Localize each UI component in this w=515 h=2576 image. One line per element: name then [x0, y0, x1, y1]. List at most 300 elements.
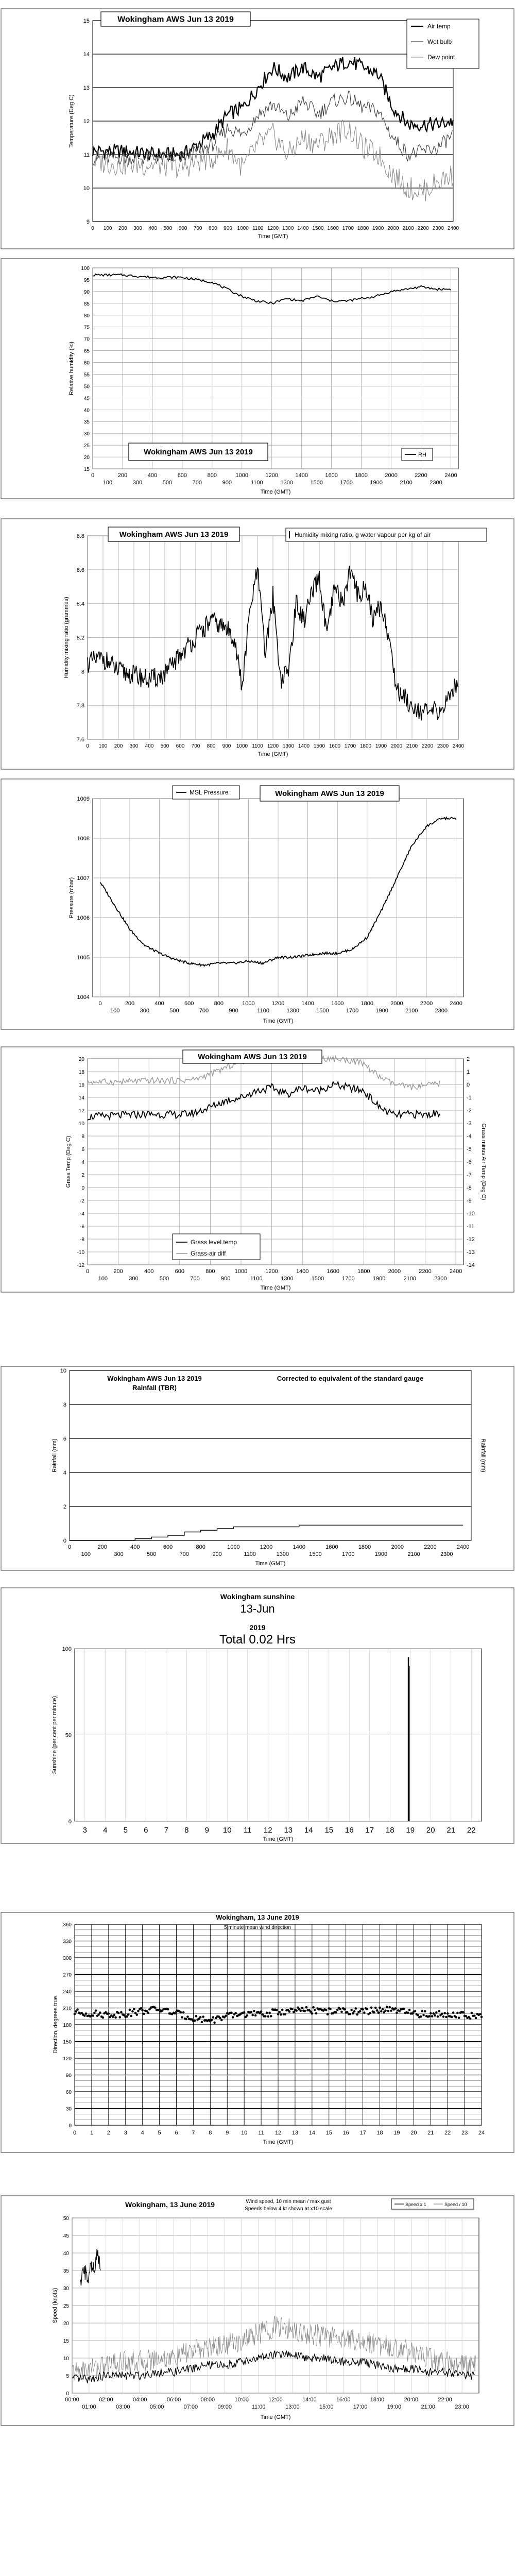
wdir-point [356, 2013, 358, 2016]
wdir-point [455, 2016, 457, 2019]
wdir-point [276, 2009, 278, 2011]
wdir-point [445, 2016, 448, 2019]
sun-x-tick-label: 20 [426, 1826, 435, 1835]
wdir-point [437, 2015, 439, 2018]
wspd-y-tick-label: 45 [63, 2233, 69, 2239]
wdir-point [83, 2014, 86, 2017]
grass-x-tick-label: 1200 [265, 1268, 278, 1275]
rh-x-tick-label: 1100 [250, 480, 263, 486]
rain-y-tick-label: 10 [60, 1368, 66, 1374]
wdir-x-tick-label: 6 [175, 2130, 178, 2136]
wdir-point [456, 2012, 459, 2014]
mix-x-tick-label: 600 [176, 743, 185, 749]
grass-y-tick-label: -12 [77, 1263, 84, 1268]
temperature-chart [0, 8, 515, 250]
pres-x-tick-label: 2300 [435, 1008, 448, 1014]
wdir-point [75, 2010, 77, 2013]
wdir-point [301, 2007, 303, 2009]
wdir-point [473, 2014, 476, 2017]
wdir-point [199, 2016, 202, 2019]
wdir-point [329, 2008, 332, 2010]
pres-y-tick-label: 1009 [77, 796, 90, 802]
rh-title: Wokingham AWS Jun 13 2019 [144, 448, 253, 456]
rain-x-tick-label: 800 [196, 1544, 205, 1550]
wdir-point [447, 2012, 449, 2015]
wdir-x-tick-label: 21 [427, 2130, 434, 2136]
rh-y-tick-label: 45 [83, 396, 90, 402]
wdir-point [373, 2011, 375, 2014]
wspd-x-tick-label: 07:00 [183, 2404, 198, 2410]
temp-x-tick-label: 1000 [237, 226, 249, 231]
wdir-point [430, 2012, 432, 2015]
grass-y-right-tick-label: -8 [467, 1185, 472, 1191]
pres-x-tick-label: 500 [169, 1008, 179, 1014]
grass-y-tick-label: -8 [80, 1237, 84, 1243]
grass-y-right-tick-label: -10 [467, 1211, 475, 1217]
wdir-point [95, 2009, 97, 2012]
sun-x-tick-label: 8 [184, 1826, 189, 1835]
sun-title: Wokingham sunshine [220, 1592, 295, 1601]
wdir-point [212, 2016, 215, 2019]
grass-x-tick-label: 1100 [250, 1276, 263, 1282]
grass-y-right-tick-label: -1 [467, 1095, 472, 1101]
wspd-y-tick-label: 25 [63, 2303, 69, 2309]
wdir-point [137, 2010, 140, 2012]
temp-x-tick-label: 700 [193, 226, 202, 231]
rh-x-tick-label: 200 [117, 472, 128, 479]
rain-x-tick-label: 2200 [424, 1544, 437, 1550]
wdir-point [469, 2018, 472, 2020]
sun-subtitle: 13-Jun [240, 1602, 275, 1615]
mix-x-tick-label: 300 [129, 743, 139, 749]
wdir-point [129, 2009, 131, 2011]
wdir-point [133, 2008, 135, 2010]
wdir-point [428, 2015, 431, 2018]
pres-x-tick-label: 100 [110, 1008, 120, 1014]
grass-x-tick-label: 700 [190, 1276, 200, 1282]
rh-legend-label: RH [418, 452, 426, 458]
wdir-point [438, 2010, 440, 2012]
rain-y-tick-label: 6 [63, 1436, 66, 1442]
sun-year: 2019 [249, 1623, 266, 1632]
wdir-point [281, 2009, 284, 2011]
sun-y-tick-label: 100 [62, 1646, 72, 1652]
wdir-point [278, 2011, 281, 2013]
rh-x-tick-label: 2100 [400, 480, 413, 486]
grass-x-tick-label: 200 [113, 1268, 123, 1275]
wdir-point [268, 2012, 271, 2014]
wdir-point [99, 2011, 101, 2014]
sun-y-tick-label: 0 [68, 1819, 72, 1825]
wdir-point [420, 2015, 422, 2018]
wdir-x-tick-label: 8 [209, 2130, 212, 2136]
wdir-point [311, 2012, 314, 2015]
wdir-point [411, 2012, 414, 2015]
sun-x-tick-label: 13 [284, 1826, 293, 1835]
wspd-x-tick-label: 20:00 [404, 2397, 419, 2403]
wdir-x-tick-label: 1 [90, 2130, 93, 2136]
temp-legend-label: Wet bulb [427, 38, 452, 45]
mix-x-tick-label: 400 [145, 743, 154, 749]
mixing-ratio-chart [0, 518, 515, 770]
wdir-point [379, 2007, 381, 2009]
wspd-x-axis-label: Time (GMT) [260, 2414, 291, 2420]
rh-x-tick-label: 500 [162, 480, 173, 486]
temperature-chart-svg [0, 8, 515, 250]
rain-x-tick-label: 1500 [309, 1551, 322, 1557]
grass-y-right-tick-label: -13 [467, 1249, 475, 1256]
grass-x-tick-label: 100 [98, 1276, 108, 1282]
grass-y-tick-label: 2 [81, 1173, 84, 1178]
wdir-point [102, 2016, 105, 2019]
rain-x-tick-label: 100 [81, 1551, 91, 1557]
pres-x-tick-label: 2100 [405, 1008, 418, 1014]
temp-x-tick-label: 1900 [372, 226, 384, 231]
rain-x-tick-label: 0 [67, 1544, 72, 1550]
wspd-x-tick-label: 23:00 [455, 2404, 469, 2410]
rh-y-tick-label: 100 [81, 266, 90, 272]
pres-y-tick-label: 1005 [77, 955, 90, 961]
wdir-point [225, 2014, 227, 2017]
wspd-y-tick-label: 20 [63, 2321, 69, 2327]
rh-x-tick-label: 1800 [355, 472, 368, 479]
temp-y-tick-label: 13 [83, 85, 90, 91]
rain-y-tick-label: 0 [63, 1538, 66, 1544]
wdir-point [213, 2022, 216, 2024]
wdir-point [131, 2010, 134, 2013]
mix-y-tick-label: 8.4 [76, 601, 84, 607]
sun-x-tick-label: 7 [164, 1826, 168, 1835]
pres-x-tick-label: 1200 [271, 1001, 285, 1007]
wspd-y-tick-label: 50 [63, 2216, 69, 2222]
wdir-point [432, 2012, 435, 2015]
wdir-point [114, 2016, 117, 2019]
temp-x-tick-label: 400 [148, 226, 158, 231]
mix-x-tick-label: 0 [86, 743, 89, 749]
rain-x-tick-label: 1900 [374, 1551, 388, 1557]
grass-x-tick-label: 1500 [311, 1276, 324, 1282]
pres-x-tick-label: 1600 [331, 1001, 344, 1007]
wspd-x-tick-label: 19:00 [387, 2404, 402, 2410]
rh-x-tick-label: 1600 [325, 472, 338, 479]
wdir-point [475, 2017, 477, 2020]
wdir-point [339, 2008, 341, 2010]
pres-x-tick-label: 1100 [257, 1008, 270, 1014]
grass-y-right-tick-label: 0 [467, 1082, 470, 1088]
wdir-point [140, 2007, 143, 2010]
rh-x-tick-label: 1200 [265, 472, 278, 479]
pres-x-tick-label: 1700 [346, 1008, 359, 1014]
wdir-point [350, 2009, 353, 2011]
grass-x-tick-label: 0 [85, 1268, 90, 1275]
mix-x-tick-label: 2000 [390, 743, 403, 749]
wdir-point [407, 2011, 409, 2014]
mix-y-tick-label: 7.6 [76, 737, 84, 743]
wdir-y-tick-label: 150 [63, 2039, 72, 2045]
wdir-point [408, 2009, 411, 2011]
mix-x-tick-label: 1000 [236, 743, 248, 749]
wdir-point [382, 2008, 384, 2011]
wspd-x-tick-label: 04:00 [132, 2397, 147, 2403]
rain-x-tick-label: 2000 [391, 1544, 404, 1550]
wdir-point [293, 2011, 295, 2013]
humidity-chart [0, 258, 515, 500]
pres-x-tick-label: 600 [184, 1001, 194, 1007]
grass-x-tick-label: 2100 [403, 1276, 416, 1282]
wind-speed-chart [0, 2195, 515, 2427]
rain-x-tick-label: 700 [179, 1551, 190, 1557]
wspd-x-tick-label: 22:00 [438, 2397, 452, 2403]
wdir-y-tick-label: 180 [63, 2023, 72, 2028]
temp-x-tick-label: 1100 [252, 226, 264, 231]
wdir-point [362, 2008, 364, 2011]
wdir-point [355, 2007, 357, 2010]
rh-x-tick-label: 1700 [340, 480, 353, 486]
wdir-y-tick-label: 90 [65, 2073, 72, 2079]
wdir-x-tick-label: 22 [444, 2130, 451, 2136]
sun-x-tick-label: 16 [345, 1826, 354, 1835]
rh-x-tick-label: 100 [102, 480, 113, 486]
rh-plot-area [93, 268, 458, 469]
wspd-title: Wokingham, 13 June 2019 [125, 2200, 215, 2209]
wdir-point [387, 2010, 390, 2012]
rh-y-tick-label: 60 [83, 360, 90, 366]
sun-x-tick-label: 12 [263, 1826, 272, 1835]
wdir-point [117, 2012, 120, 2014]
grass-y-right-axis-label: Grass minus Air Temp (Deg C) [480, 1123, 487, 1200]
temp-y-axis-label: Temperature (Deg C) [68, 94, 75, 148]
sun-x-tick-label: 6 [144, 1826, 148, 1835]
wdir-point [424, 2010, 426, 2013]
wdir-point [304, 2010, 306, 2012]
wdir-point [370, 2007, 373, 2009]
rain-x-tick-label: 600 [163, 1544, 173, 1550]
wdir-point [267, 2015, 269, 2018]
wdir-point [470, 2012, 473, 2014]
grass-y-tick-label: 20 [78, 1057, 84, 1062]
wspd-y-tick-label: 0 [66, 2391, 69, 2397]
wdir-point [280, 2013, 282, 2016]
wdir-point [141, 2009, 144, 2012]
mix-x-tick-label: 1600 [329, 743, 341, 749]
rh-y-axis-label: Relative humidity (%) [68, 342, 75, 395]
wspd-x-tick-label: 10:00 [234, 2397, 249, 2403]
pres-x-tick-label: 1900 [375, 1008, 388, 1014]
grass-title: Wokingham AWS Jun 13 2019 [198, 1053, 307, 1061]
wspd-x-tick-label: 17:00 [353, 2404, 368, 2410]
wdir-point [403, 2008, 405, 2010]
rh-x-tick-label: 1300 [280, 480, 293, 486]
grass-x-tick-label: 900 [220, 1276, 231, 1282]
mix-x-tick-label: 1900 [375, 743, 387, 749]
sun-x-tick-label: 11 [243, 1826, 252, 1835]
wdir-point [194, 2020, 196, 2022]
temp-x-tick-label: 600 [178, 226, 187, 231]
grass-y-tick-label: 0 [81, 1185, 84, 1191]
pressure-chart [0, 778, 515, 1030]
sun-x-tick-label: 18 [385, 1826, 394, 1835]
wspd-y-axis-label: Speed (knots) [52, 2287, 58, 2324]
wdir-y-tick-label: 270 [63, 1972, 72, 1978]
wdir-x-tick-label: 18 [376, 2130, 383, 2136]
rh-x-tick-label: 300 [132, 480, 143, 486]
wspd-x-tick-label: 16:00 [336, 2397, 351, 2403]
pres-x-tick-label: 900 [229, 1008, 238, 1014]
wdir-point [310, 2010, 312, 2013]
wdir-point [92, 2014, 94, 2017]
grass-y-right-tick-label: -14 [467, 1262, 475, 1268]
wdir-x-tick-label: 3 [124, 2130, 127, 2136]
wdir-point [232, 2016, 234, 2019]
wdir-point [325, 2009, 328, 2011]
sunshine-chart-svg [0, 1587, 515, 1844]
wspd-legend-label: Speed x 1 [405, 2202, 426, 2207]
wdir-x-tick-label: 5 [158, 2130, 161, 2136]
rh-x-tick-label: 600 [177, 472, 187, 479]
pres-x-tick-label: 1400 [301, 1001, 314, 1007]
mix-x-tick-label: 1700 [344, 743, 356, 749]
sun-x-axis-label: Time (GMT) [263, 1836, 294, 1842]
wdir-y-tick-label: 240 [63, 1989, 72, 1995]
grass-x-tick-label: 1800 [357, 1268, 370, 1275]
rain-annotation: Corrected to equivalent of the standard gauge [277, 1375, 424, 1382]
wdir-point [253, 2010, 255, 2012]
rain-x-tick-label: 1600 [325, 1544, 338, 1550]
rh-x-tick-label: 2300 [430, 480, 442, 486]
wdir-subtitle: 5 minute mean wind direction [224, 1925, 291, 1930]
wdir-point [127, 2013, 130, 2016]
wdir-x-tick-label: 4 [141, 2130, 144, 2136]
mix-x-tick-label: 2200 [421, 743, 434, 749]
rain-x-tick-label: 900 [212, 1551, 222, 1557]
wdir-point [434, 2014, 436, 2017]
grass-x-tick-label: 1700 [342, 1276, 355, 1282]
rh-x-tick-label: 2200 [415, 472, 427, 479]
rain-plot-area [70, 1370, 471, 1540]
rain-y-tick-label: 4 [63, 1470, 66, 1476]
rh-x-tick-label: 2000 [385, 472, 398, 479]
grass-y-tick-label: -4 [80, 1211, 84, 1217]
rain-x-tick-label: 1800 [358, 1544, 371, 1550]
wdir-point [147, 2012, 149, 2014]
wspd-legend-label: Speed / 10 [444, 2202, 467, 2207]
rain-subtitle: Rainfall (TBR) [132, 1384, 177, 1392]
grass-x-tick-label: 2300 [434, 1276, 447, 1282]
rain-x-tick-label: 1200 [260, 1544, 273, 1550]
wdir-point [336, 2009, 339, 2011]
grass-y-right-tick-label: -12 [467, 1236, 475, 1243]
grass-temperature-chart [0, 1046, 515, 1293]
mix-x-tick-label: 1200 [267, 743, 279, 749]
grass-y-tick-label: 8 [81, 1134, 84, 1140]
wdir-point [366, 2008, 369, 2010]
sun-x-tick-label: 9 [204, 1826, 209, 1835]
wspd-x-tick-label: 21:00 [421, 2404, 436, 2410]
sun-x-tick-label: 22 [467, 1826, 476, 1835]
rh-y-tick-label: 20 [83, 455, 90, 461]
wdir-point [374, 2007, 377, 2009]
rh-x-tick-label: 1000 [235, 472, 249, 479]
mix-y-tick-label: 8.2 [76, 635, 84, 641]
wdir-point [443, 2012, 446, 2014]
rh-y-tick-label: 15 [83, 467, 90, 472]
pres-x-tick-label: 2400 [450, 1001, 462, 1007]
wdir-point [220, 2019, 223, 2022]
grass-x-tick-label: 500 [159, 1276, 169, 1282]
temp-y-tick-label: 10 [83, 185, 90, 192]
wdir-point [76, 2008, 79, 2011]
wdir-x-tick-label: 2 [107, 2130, 110, 2136]
grass-y-tick-label: 6 [81, 1147, 84, 1153]
temp-y-tick-label: 14 [83, 52, 90, 58]
rain-x-tick-label: 1300 [276, 1551, 289, 1557]
wspd-y-tick-label: 10 [63, 2356, 69, 2362]
rh-y-tick-label: 80 [83, 313, 90, 319]
wdir-point [186, 2015, 189, 2018]
grass-y-tick-label: 4 [81, 1160, 84, 1165]
rh-y-tick-label: 90 [83, 289, 90, 295]
wdir-point [181, 2016, 183, 2019]
wspd-subtitle: Wind speed, 10 min mean / max gust [246, 2199, 331, 2205]
mix-x-tick-label: 2300 [437, 743, 449, 749]
wdir-point [113, 2014, 116, 2016]
pres-x-tick-label: 1300 [286, 1008, 300, 1014]
wdir-point [315, 2012, 318, 2015]
rh-y-tick-label: 75 [83, 325, 90, 331]
wdir-point [377, 2011, 380, 2014]
wdir-x-tick-label: 7 [192, 2130, 195, 2136]
wspd-x-tick-label: 09:00 [217, 2404, 232, 2410]
wdir-point [254, 2014, 257, 2017]
grass-y-right-tick-label: 1 [467, 1069, 470, 1075]
wdir-x-tick-label: 19 [393, 2130, 400, 2136]
wind-speed-chart-svg [0, 2195, 515, 2427]
sun-x-tick-label: 19 [406, 1826, 415, 1835]
wind-direction-chart [0, 1911, 515, 2154]
pres-y-tick-label: 1006 [77, 915, 90, 921]
wspd-x-tick-label: 02:00 [99, 2397, 113, 2403]
rh-x-tick-label: 800 [207, 472, 217, 479]
mix-x-tick-label: 1400 [298, 743, 310, 749]
rh-x-tick-label: 2400 [444, 472, 457, 479]
wdir-point [344, 2008, 346, 2011]
wdir-point [250, 2011, 253, 2013]
wdir-point [120, 2011, 123, 2013]
temp-y-tick-label: 15 [83, 18, 90, 24]
pres-x-tick-label: 1000 [242, 1001, 255, 1007]
rain-y-axis-label: Rainfall (mm) [52, 1438, 58, 1472]
grass-y-right-tick-label: -11 [467, 1224, 475, 1230]
pres-legend-label: MSL Pressure [190, 789, 229, 796]
rh-x-tick-label: 1900 [370, 480, 383, 486]
wdir-point [417, 2014, 419, 2016]
mix-x-tick-label: 100 [98, 743, 108, 749]
wdir-y-tick-label: 0 [68, 2123, 72, 2129]
wspd-y-tick-label: 30 [63, 2286, 69, 2292]
wdir-point [394, 2007, 397, 2010]
rain-x-tick-label: 400 [130, 1544, 140, 1550]
wspd-note: Speeds below 4 kt shown at x10 scale [245, 2206, 332, 2212]
temp-x-tick-label: 2400 [447, 226, 459, 231]
temp-x-axis-label: Time (GMT) [258, 233, 288, 240]
rain-x-tick-label: 2400 [456, 1544, 470, 1550]
grass-legend-label: Grass level temp [191, 1239, 237, 1246]
grass-x-tick-label: 1400 [296, 1268, 309, 1275]
wdir-point [167, 2008, 169, 2011]
wdir-x-tick-label: 10 [241, 2130, 248, 2136]
mix-x-tick-label: 500 [160, 743, 169, 749]
wdir-point [74, 2013, 76, 2015]
